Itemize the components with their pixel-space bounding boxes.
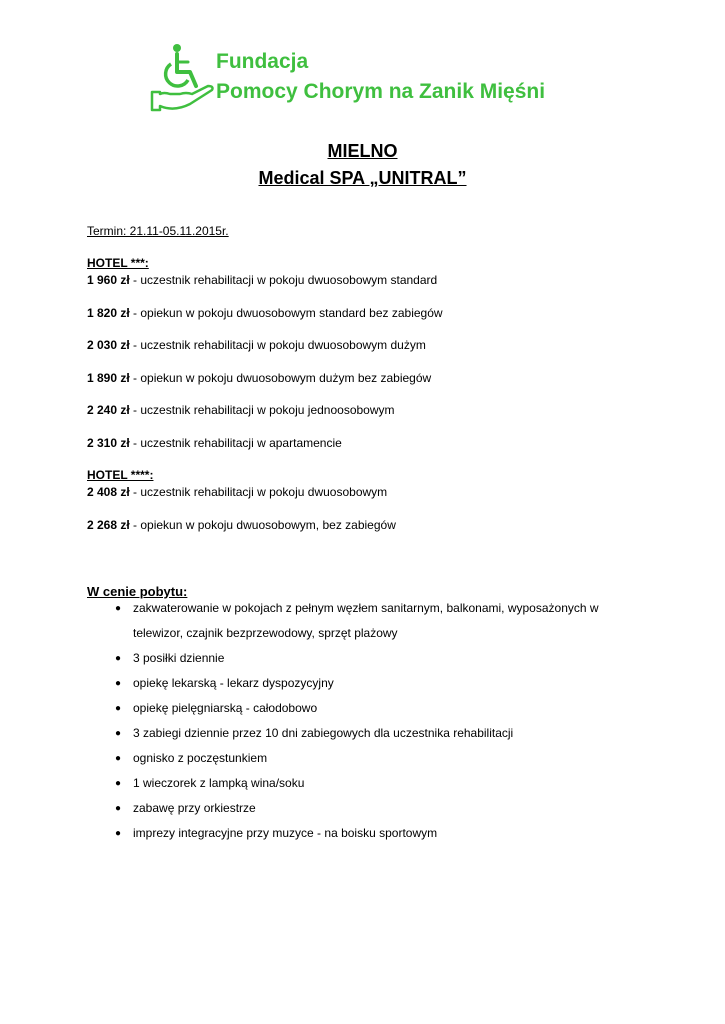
price-amount: 2 240 zł: [87, 403, 130, 417]
bullet-icon: ●: [115, 778, 122, 789]
list-item: opiekę lekarską - lekarz dyspozycyjny: [133, 676, 334, 690]
hotel4-header: HOTEL ****:: [87, 468, 154, 482]
price-description: - opiekun w pokoju dwuosobowym standard bez zabiegów: [129, 306, 443, 320]
price-description: - uczestnik rehabilitacji w pokoju dwuosobowym: [129, 485, 388, 499]
included-header: W cenie pobytu:: [87, 584, 188, 599]
bullet-icon: ●: [115, 603, 122, 614]
bullet-icon: ●: [115, 678, 122, 689]
bullet-icon: ●: [115, 753, 122, 764]
price-line: [87, 518, 396, 532]
list-item: zabawę przy orkiestrze: [133, 801, 256, 815]
wheelchair-hand-logo-icon: [150, 42, 214, 112]
price-description: - uczestnik rehabilitacji w pokoju dwuosobowym dużym: [129, 338, 426, 352]
price-amount: 2 268 zł: [87, 518, 130, 532]
logo-text-line1: Fundacja: [216, 50, 309, 73]
price-line: [87, 485, 387, 499]
price-amount: 1 820 zł: [87, 306, 130, 320]
price-line: [87, 436, 342, 450]
price-description: - opiekun w pokoju dwuosobowym, bez zabiegów: [129, 518, 396, 532]
price-amount: 1 890 zł: [87, 371, 130, 385]
list-item: ognisko z poczęstunkiem: [133, 751, 268, 765]
price-description: - uczestnik rehabilitacji w apartamencie: [129, 436, 342, 450]
price-line: [87, 338, 426, 352]
price-line: [87, 403, 395, 417]
price-description: - uczestnik rehabilitacji w pokoju jednoosobowym: [129, 403, 395, 417]
logo-text-line2: Pomocy Chorym na Zanik Mięśni: [216, 80, 546, 103]
list-item-continuation: telewizor, czajnik bezprzewodowy, sprzęt plażowy: [133, 626, 398, 640]
title-location: MIELNO: [327, 141, 398, 161]
price-description: - uczestnik rehabilitacji w pokoju dwuosobowym standard: [129, 273, 438, 287]
price-description: - opiekun w pokoju dwuosobowym dużym bez zabiegów: [129, 371, 432, 385]
bullet-icon: ●: [115, 703, 122, 714]
list-item: imprezy integracyjne przy muzyce - na boisku sportowym: [133, 826, 438, 840]
list-item: opiekę pielęgniarską - całodobowo: [133, 701, 318, 715]
price-line: [87, 306, 443, 320]
list-item: 1 wieczorek z lampką wina/soku: [133, 776, 305, 790]
bullet-icon: ●: [115, 803, 122, 814]
price-amount: 2 030 zł: [87, 338, 130, 352]
bullet-icon: ●: [115, 653, 122, 664]
price-amount: 1 960 zł: [87, 273, 130, 287]
list-item: zakwaterowanie w pokojach z pełnym węzłem sanitarnym, balkonami, wyposażonych w: [133, 601, 599, 615]
price-amount: 2 310 zł: [87, 436, 130, 450]
term-dates: Termin: 21.11-05.11.2015r.: [87, 224, 229, 238]
price-line: [87, 371, 431, 385]
bullet-icon: ●: [115, 828, 122, 839]
hotel3-header: HOTEL ***:: [87, 256, 149, 270]
foundation-logo: [150, 42, 590, 114]
bullet-icon: ●: [115, 728, 122, 739]
price-line: [87, 273, 437, 287]
list-item: 3 posiłki dziennie: [133, 651, 225, 665]
price-amount: 2 408 zł: [87, 485, 130, 499]
list-item: 3 zabiegi dziennie przez 10 dni zabiegowych dla uczestnika rehabilitacji: [133, 726, 514, 740]
title-venue: Medical SPA „UNITRAL”: [258, 168, 467, 188]
